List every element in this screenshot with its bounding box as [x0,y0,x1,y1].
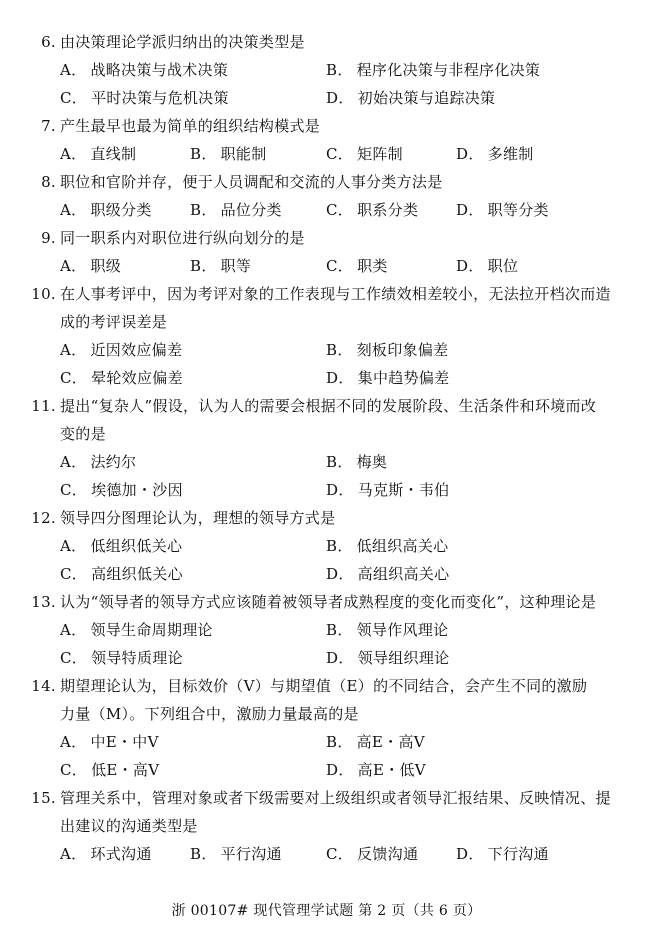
option-c [326,252,388,280]
option-text: 直线制 [90,145,137,163]
option-b [190,196,282,224]
question-number: 6. [41,33,56,51]
option-b [326,56,540,84]
option-a [60,728,159,756]
option-text: 职位 [487,257,519,275]
options-row [30,840,630,868]
question-number: 15. [31,789,56,807]
question-6 [30,28,630,112]
question-14 [30,672,630,784]
question-7 [30,112,630,168]
question-stem [30,504,630,532]
question-text: 领导四分图理论认为，理想的领导方式是 [60,509,336,527]
options-row [30,84,630,112]
option-d [326,644,449,672]
option-label: D． [456,201,484,219]
question-text: 提出“复杂人”假设，认为人的需要会根据不同的发展阶段、生活条件和环境而改 [60,397,597,415]
question-12 [30,504,630,588]
option-text: 程序化决策与非程序化决策 [356,61,541,79]
option-text: 初始决策与追踪决策 [357,89,496,107]
question-13 [30,588,630,672]
option-c [60,476,183,504]
option-text: 职等 [220,257,252,275]
option-text: 低组织高关心 [356,537,449,555]
option-a [60,840,152,868]
option-label: A． [60,621,87,639]
option-b [326,532,448,560]
question-stem [30,112,630,140]
options-row [30,336,630,364]
question-text-continued: 成的考评误差是 [60,313,168,331]
question-text: 认为“领导者的领导方式应该随着被领导者成熟程度的变化而变化”，这种理论是 [60,593,597,611]
option-b [326,728,425,756]
option-text: 平时决策与危机决策 [91,89,229,107]
option-label: D． [456,845,484,863]
option-label: D． [456,145,484,163]
question-text: 管理关系中，管理对象或者下级需要对上级组织或者领导汇报结果、反映情况、提 [60,789,611,807]
option-d [326,476,449,504]
option-d [326,560,449,588]
option-text: 矩阵制 [357,145,403,163]
option-text: 马克斯・韦伯 [357,481,450,499]
question-text: 由决策理论学派归纳出的决策类型是 [60,33,305,51]
option-b [190,252,251,280]
question-number: 12. [31,509,56,527]
option-label: B． [190,257,217,275]
option-text: 低组织低关心 [90,537,183,555]
option-text: 高组织高关心 [357,565,450,583]
option-label: C． [60,369,88,387]
option-text: 法约尔 [90,453,137,471]
option-label: D． [326,89,354,107]
options-row [30,532,630,560]
options-row [30,560,630,588]
question-number: 9. [41,229,56,247]
question-stem [30,588,630,616]
option-text: 集中趋势偏差 [357,369,450,387]
option-label: B． [326,621,353,639]
question-text-continued: 出建议的沟通类型是 [60,817,198,835]
option-c [326,140,403,168]
option-text: 低E・高V [91,761,160,779]
option-text: 多维制 [487,145,534,163]
option-label: A． [60,201,87,219]
question-text: 在人事考评中，因为考评对象的工作表现与工作绩效相差较小，无法拉开档次而造 [60,285,611,303]
option-a [60,56,228,84]
option-c [326,840,418,868]
option-text: 梅奥 [356,453,388,471]
option-text: 刻板印象偏差 [356,341,449,359]
option-label: D． [326,649,354,667]
option-label: D． [326,481,354,499]
option-label: A． [60,341,87,359]
options-row [30,476,630,504]
option-text: 领导特质理论 [91,649,183,667]
question-15 [30,784,630,868]
option-label: A． [60,733,87,751]
option-text: 埃德加・沙因 [91,481,183,499]
option-text: 职系分类 [357,201,419,219]
option-label: C． [326,257,354,275]
option-label: A． [60,453,87,471]
option-b [326,448,387,476]
question-stem [30,672,630,700]
question-number: 7. [41,117,56,135]
options-row [30,56,630,84]
question-text: 职位和官阶并存，便于人员调配和交流的人事分类方法是 [60,173,443,191]
option-label: C． [60,481,88,499]
option-label: C． [326,201,354,219]
option-label: B． [326,341,353,359]
option-d [326,84,495,112]
options-row [30,364,630,392]
option-label: C． [60,89,88,107]
option-label: A． [60,537,87,555]
option-text: 高E・低V [357,761,426,779]
question-text: 产生最早也最为简单的组织结构模式是 [60,117,321,135]
option-text: 职级分类 [90,201,152,219]
option-label: D． [326,565,354,583]
question-text-continued: 变的是 [60,425,106,443]
question-8 [30,168,630,224]
option-label: A． [60,845,87,863]
option-text: 高E・高V [356,733,425,751]
options-row [30,616,630,644]
option-b [326,336,448,364]
options-row [30,644,630,672]
option-text: 中E・中V [90,733,159,751]
option-text: 环式沟通 [90,845,152,863]
option-label: A． [60,61,87,79]
option-c [60,560,183,588]
option-text: 领导生命周期理论 [90,621,213,639]
option-label: C． [60,761,88,779]
question-11 [30,392,630,504]
options-row [30,448,630,476]
option-d [326,756,426,784]
option-label: C． [326,145,354,163]
option-text: 领导作风理论 [356,621,449,639]
option-text: 近因效应偏差 [90,341,183,359]
question-text: 同一职系内对职位进行纵向划分的是 [60,229,305,247]
option-b [190,140,267,168]
options-row [30,196,630,224]
question-number: 8. [41,173,56,191]
option-label: A． [60,257,87,275]
option-d [456,196,549,224]
option-text: 反馈沟通 [357,845,419,863]
option-a [60,448,136,476]
option-label: D． [326,369,354,387]
options-row [30,140,630,168]
question-stem [30,168,630,196]
question-10 [30,280,630,392]
option-a [60,196,152,224]
option-c [60,644,183,672]
option-d [456,840,549,868]
option-c [60,364,183,392]
option-text: 高组织低关心 [91,565,183,583]
option-label: B． [326,733,353,751]
question-number: 11. [31,397,56,415]
option-text: 职类 [357,257,388,275]
option-text: 职能制 [220,145,267,163]
option-label: B． [326,61,353,79]
option-label: B． [190,201,217,219]
option-text: 平行沟通 [220,845,282,863]
question-stem [30,784,630,812]
question-stem [30,28,630,56]
options-row [30,756,630,784]
option-c [326,196,418,224]
question-number: 10. [31,285,56,303]
option-c [60,756,159,784]
options-row [30,728,630,756]
option-text: 战略决策与战术决策 [90,61,229,79]
option-label: B． [190,145,217,163]
option-d [326,364,449,392]
option-label: B． [326,537,353,555]
option-a [60,532,182,560]
page-footer: 浙 00107# 现代管理学试题 第 2 页（共 6 页） [171,903,482,919]
option-text: 品位分类 [220,201,282,219]
option-label: C． [60,565,88,583]
option-b [326,616,448,644]
option-label: D． [326,761,354,779]
option-label: A． [60,145,87,163]
question-stem [30,280,630,308]
option-d [456,252,518,280]
options-row [30,252,630,280]
option-d [456,140,534,168]
option-label: C． [60,649,88,667]
option-label: D． [456,257,484,275]
question-stem [30,224,630,252]
option-label: B． [326,453,353,471]
question-number: 14. [31,677,56,695]
option-text: 领导组织理论 [357,649,450,667]
question-stem [30,392,630,420]
option-a [60,336,182,364]
option-label: B． [190,845,217,863]
question-text-continued: 力量（M）。下列组合中，激励力量最高的是 [60,705,359,723]
option-text: 下行沟通 [487,845,549,863]
option-text: 晕轮效应偏差 [91,369,183,387]
option-b [190,840,282,868]
option-text: 职等分类 [487,201,549,219]
option-c [60,84,229,112]
question-text: 期望理论认为，目标效价（V）与期望值（E）的不同结合，会产生不同的激励 [60,677,588,695]
option-a [60,616,213,644]
question-9 [30,224,630,280]
question-number: 13. [31,593,56,611]
option-a [60,140,136,168]
option-label: C． [326,845,354,863]
option-text: 职级 [90,257,122,275]
option-a [60,252,121,280]
